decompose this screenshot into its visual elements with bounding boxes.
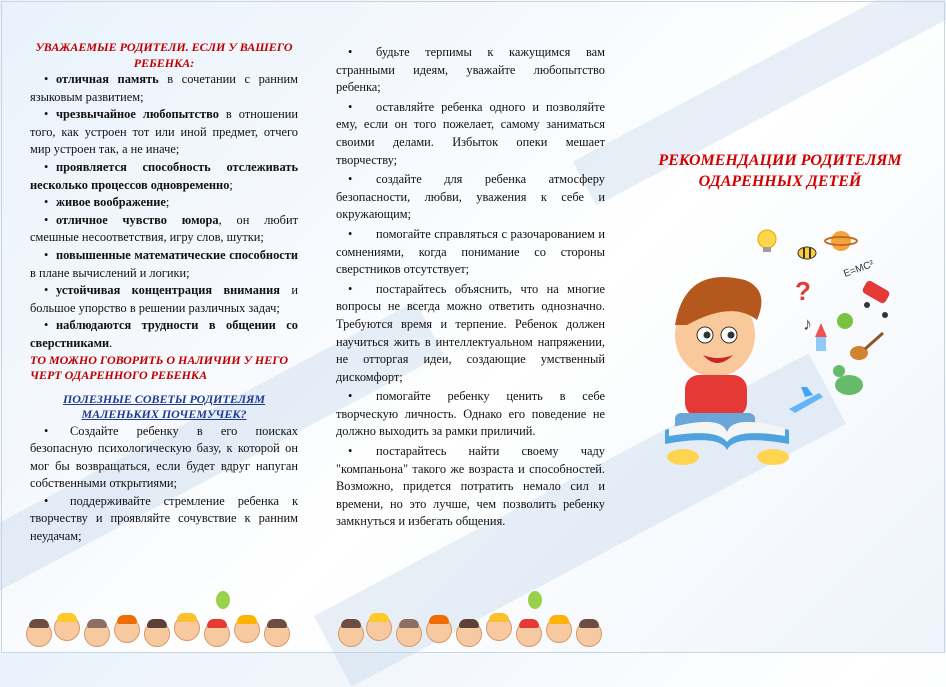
child-hair [267, 619, 287, 628]
trait-text: в плане вычислений и логики; [30, 265, 190, 280]
apple-icon [837, 313, 853, 329]
child-hair [489, 613, 509, 622]
child-face-icon [234, 617, 260, 643]
child-hair [459, 619, 479, 628]
balloon-icon [216, 591, 230, 609]
bullet: • [44, 195, 49, 210]
tip-text: будьте терпимы к кажущимся вам странными идеям, уважайте любопытство ребенка; [336, 45, 605, 95]
rocket-icon [815, 323, 827, 351]
child-face-icon [486, 615, 512, 641]
list-item [336, 388, 605, 441]
tip-text: постарайтесь объяснить, что на многие вопросы не всегда можно ответить однозначно. Требуются время и терпение. Ребенок должен научиться жить в интеллектуальном напряжении, не отторгая идеи, создающие умственный дискомфорт; [336, 281, 605, 384]
planet-icon [825, 231, 857, 251]
bullet: • [44, 318, 49, 333]
child-face-icon [516, 621, 542, 647]
child-face-icon [366, 615, 392, 641]
tip-text: помогайте справляться с разочарованием и сомнениями, когда понимание со стороны сверстников отсутствует; [336, 226, 605, 277]
column-2 [336, 44, 605, 533]
child-face-icon [144, 621, 170, 647]
child-face-icon [396, 621, 422, 647]
heading-useful-tips: ПОЛЕЗНЫЕ СОВЕТЫ РОДИТЕЛЯМ МАЛЕНЬКИХ ПОЧЕМУЧЕК? [62, 391, 266, 421]
trait-text: ; [165, 195, 170, 210]
list-item [336, 171, 605, 224]
bullet: • [44, 423, 49, 438]
child-face-icon [546, 617, 572, 643]
trait-bold: устойчивая концентрация внимания [56, 283, 280, 298]
child-face-icon [84, 621, 110, 647]
child-face-icon [54, 615, 80, 641]
bullet: • [44, 283, 49, 298]
list-item [30, 106, 298, 159]
child-hair [399, 619, 419, 628]
heading-gifted-traits: ТО МОЖНО ГОВОРИТЬ О НАЛИЧИИ У НЕГО ЧЕРТ ОДАРЕННОГО РЕБЕНКА [30, 352, 289, 382]
tips-list-1 [30, 423, 298, 546]
child-hair [369, 613, 389, 622]
child-hair [341, 619, 361, 628]
bullet: • [348, 389, 353, 404]
child-face-icon [26, 621, 52, 647]
child-face-icon [264, 621, 290, 647]
child-hair [147, 619, 167, 628]
child-hair [87, 619, 107, 628]
toy-car-icon [861, 279, 891, 318]
child-hair [57, 613, 77, 622]
traits-list [30, 71, 298, 353]
bullet: • [348, 226, 353, 241]
list-item [30, 194, 298, 212]
bullet: • [348, 172, 353, 187]
list-item [336, 44, 605, 97]
list-item [336, 281, 605, 387]
trait-bold: чрезвычайное любопытство [56, 107, 219, 122]
bee-icon [798, 247, 816, 259]
bullet: • [348, 444, 353, 459]
music-note-icon: ♪ [803, 314, 812, 334]
child-hair [177, 613, 197, 622]
lightbulb-icon [758, 230, 776, 252]
tip-text: Создайте ребенку в его поисках безопасную психологическую базу, к которой он мог бы возвращаться, если будет вдруг напуган собственными открытиями; [30, 423, 298, 491]
trait-text: ; [229, 177, 233, 192]
trait-bold: проявляется способность отслеживать несколько процессов одновременно [30, 159, 298, 192]
child-reading-illustration [655, 225, 905, 475]
tip-text: помогайте ребенку ценить в себе творческую личность. Однако его поведение не должно выходить за рамки приличий. [336, 389, 605, 439]
list-item [336, 99, 605, 169]
list-item [30, 493, 298, 546]
sneaker-icon [667, 449, 699, 465]
child-face-icon [174, 615, 200, 641]
bullet: • [348, 281, 353, 296]
child-hair [237, 615, 257, 624]
column-1 [30, 40, 298, 546]
trait-text: в сочетании с ранним языковым развитием; [30, 72, 299, 104]
list-item [336, 226, 605, 279]
heading-parents: УВАЖАЕМЫЕ РОДИТЕЛИ. ЕСЛИ У ВАШЕГО РЕБЕНКА: [35, 40, 293, 70]
trait-text: . [109, 335, 113, 350]
tip-text: создайте для ребенка атмосферу безопасности, любви, уважения к себе и окружающим; [336, 172, 605, 222]
trait-bold: живое воображение [56, 195, 166, 210]
bullet: • [348, 45, 353, 59]
bullet: • [44, 107, 49, 122]
balloon-icon [528, 591, 542, 609]
trait-bold: повышенные математические способности [56, 247, 298, 262]
list-item [30, 159, 298, 194]
child-hair [29, 619, 49, 628]
trait-text: в отношении того, как устроен тот или иной предмет, отчего мир устроен так, а не иначе; [30, 107, 298, 157]
bullet: • [44, 247, 49, 262]
list-item [30, 423, 298, 493]
trait-bold: отличная память [56, 72, 159, 86]
list-item [30, 282, 298, 317]
boy-character [675, 277, 761, 435]
list-item [30, 247, 298, 282]
sneaker-icon [757, 449, 789, 465]
tips-list-2 [336, 44, 605, 531]
kids-border-right [338, 591, 608, 647]
tip-text: постарайтесь найти своему чаду "компаньона" такого же возраста и способностей. Возможно, придется потратить немало сил и времени, но это лучше, чем позволить ребенку замкнуться и избегать общения. [336, 444, 605, 529]
bullet: • [44, 159, 49, 174]
question-mark-icon: ? [795, 276, 811, 306]
child-hair [207, 619, 227, 628]
child-hair [429, 615, 449, 624]
child-face-icon [576, 621, 602, 647]
trait-bold: наблюдаются трудности в общении со сверстниками [30, 318, 298, 350]
child-hair [519, 619, 539, 628]
formula-text: E=MC² [842, 258, 876, 280]
child-hair [549, 615, 569, 624]
child-hair [579, 619, 599, 628]
child-face-icon [114, 617, 140, 643]
list-item [336, 443, 605, 531]
tip-text: поддерживайте стремление ребенка к творчеству и проявляйте сочувствие к ранним неудачам; [30, 493, 298, 544]
child-face-icon [204, 621, 230, 647]
list-item [30, 212, 298, 247]
brochure-title: РЕКОМЕНДАЦИИ РОДИТЕЛЯМ ОДАРЕННЫХ ДЕТЕЙ [658, 152, 902, 190]
bullet: • [44, 72, 49, 86]
list-item [30, 317, 298, 352]
list-item [30, 71, 298, 106]
bullet: • [44, 493, 49, 508]
child-face-icon [338, 621, 364, 647]
trait-bold: отличное чувство юмора [56, 212, 219, 227]
child-face-icon [456, 621, 482, 647]
tip-text: оставляйте ребенка одного и позволяйте ему, если он того пожелает, самому заниматься своими делами. Избыток опеки мешает творчеству; [336, 99, 605, 167]
trait-text: , он любит смешные несоответствия, игру слов, шутки; [30, 212, 298, 245]
kids-border-left [26, 591, 296, 647]
child-hair [117, 615, 137, 624]
dinosaur-icon [833, 365, 863, 395]
bullet: • [44, 212, 49, 227]
trait-text: и большое упорство в решении различных задач; [30, 283, 298, 315]
airplane-icon [789, 387, 823, 413]
guitar-icon [850, 333, 883, 360]
child-face-icon [426, 617, 452, 643]
bullet: • [348, 99, 353, 114]
